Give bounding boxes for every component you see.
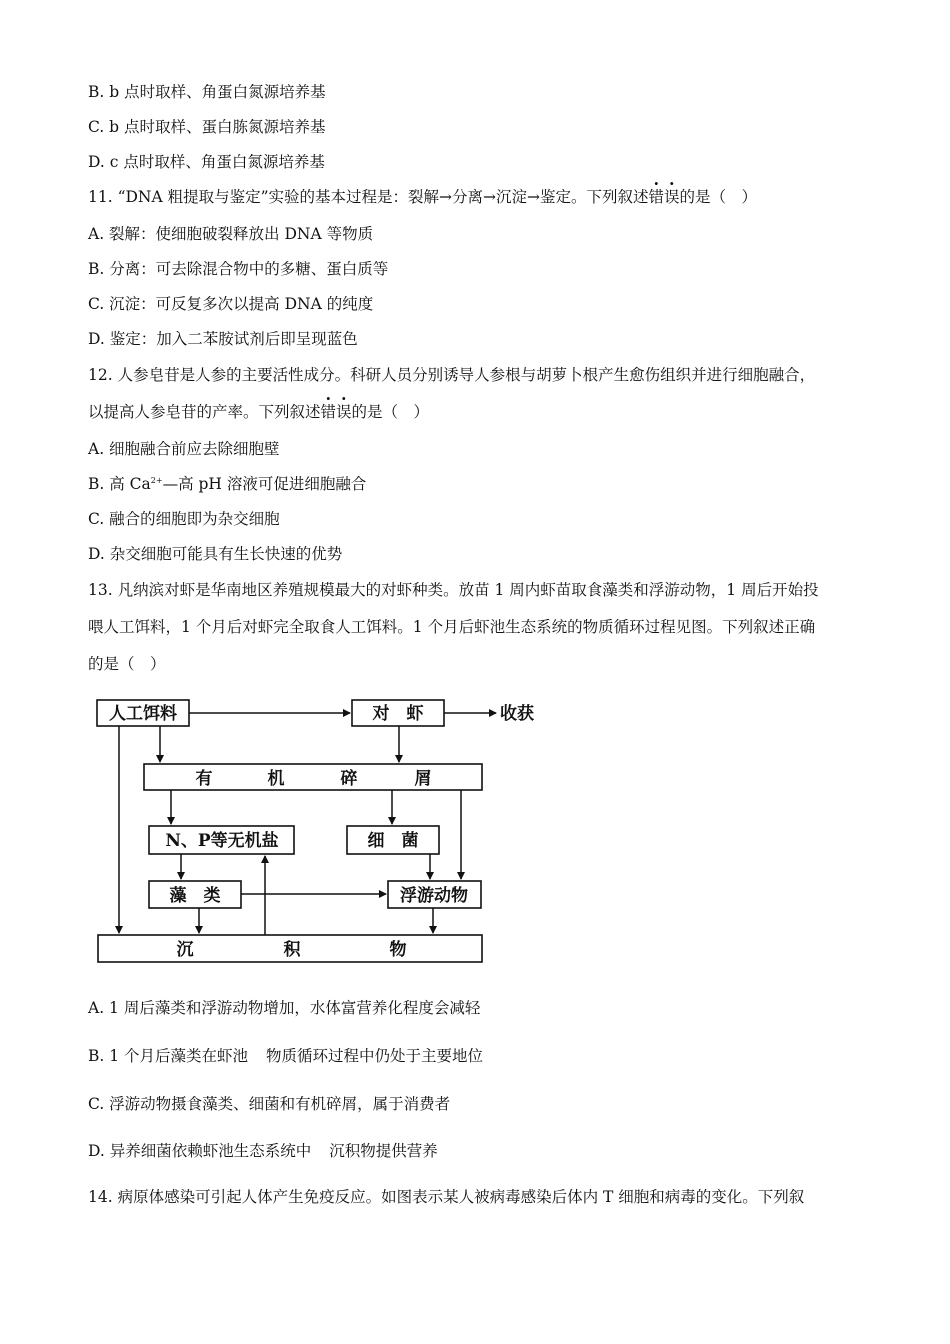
emphasis-mark: 错 — [320, 403, 337, 421]
emphasis-mark: 误 — [336, 403, 352, 421]
q13-option-d-tail: 沉积物提供营养 — [329, 1142, 438, 1160]
q12-stem-line1: 12. 人参皂苷是人参的主要活性成分。科研人员分别诱导人参根与胡萝卜根产生愈伤组织并进行细胞融合， — [88, 366, 816, 384]
q13-option-b-text: B. 1 个月后藻类在虾池 — [88, 1047, 249, 1065]
label-harvest: 收获 — [500, 704, 534, 724]
label-algae: 藻 类 — [169, 886, 221, 906]
label-sediment-1: 沉 — [176, 940, 194, 960]
label-detritus-2: 机 — [267, 769, 285, 789]
label-detritus-1: 有 — [195, 769, 213, 789]
label-sediment-2: 积 — [283, 940, 301, 960]
label-sediment-3: 物 — [389, 940, 407, 960]
label-shrimp: 对 虾 — [372, 704, 424, 724]
q10-option-c: C. b 点时取样、蛋白胨氮源培养基 — [88, 118, 326, 136]
q11-stem — [88, 187, 757, 207]
q11-stem-tail: 的是（ ） — [679, 188, 758, 206]
q12-stem-tail: 的是（ ） — [351, 403, 430, 421]
emphasis-mark: 错 — [648, 188, 665, 206]
label-salts: N、P等无机盐 — [165, 831, 279, 851]
q10-option-d: D. c 点时取样、角蛋白氮源培养基 — [88, 153, 325, 171]
label-zooplankton: 浮游动物 — [400, 886, 468, 906]
label-detritus-4: 屑 — [414, 769, 432, 789]
q12-stem-text: 以提高人参皂苷的产率。下列叙述 — [88, 403, 321, 421]
q13-stem-line1: 13. 凡纳滨对虾是华南地区养殖规模最大的对虾种类。放苗 1 周内虾苗取食藻类和浮游动物，1 周后开始投 — [88, 581, 819, 599]
q12-option-d: D. 杂交细胞可能具有生长快速的优势 — [88, 545, 343, 563]
q11-option-c: C. 沉淀：可反复多次以提高 DNA 的纯度 — [88, 295, 374, 313]
q13-option-b — [88, 1046, 483, 1066]
q11-stem-text: 11. “DNA 粗提取与鉴定”实验的基本过程是：裂解→分离→沉淀→鉴定。下列叙述 — [88, 188, 649, 206]
emphasis-mark: 误 — [664, 188, 680, 206]
q13-option-d — [88, 1141, 438, 1161]
q12-option-a: A. 细胞融合前应去除细胞壁 — [88, 440, 280, 458]
q12-option-b-post: —高 pH 溶液可促进细胞融合 — [162, 475, 367, 493]
q12-stem-line2 — [88, 402, 429, 422]
q14-stem-line1: 14. 病原体感染可引起人体产生免疫反应。如图表示某人被病毒感染后体内 T 细胞和病毒的变化。下列叙 — [88, 1188, 805, 1206]
q13-option-b-tail: 物质循环过程中仍处于主要地位 — [266, 1047, 484, 1065]
q13-stem-line3: 的是（ ） — [88, 655, 166, 673]
q13-option-c: C. 浮游动物摄食藻类、细菌和有机碎屑，属于消费者 — [88, 1095, 451, 1113]
label-bacteria: 细 菌 — [367, 831, 419, 851]
q11-option-b: B. 分离：可去除混合物中的多糖、蛋白质等 — [88, 260, 389, 278]
label-detritus-3: 碎 — [340, 769, 358, 789]
q12-option-c: C. 融合的细胞即为杂交细胞 — [88, 510, 280, 528]
q10-option-b: B. b 点时取样、角蛋白氮源培养基 — [88, 83, 326, 101]
q13-option-a: A. 1 周后藻类和浮游动物增加，水体富营养化程度会减轻 — [88, 999, 481, 1017]
q12-option-b — [88, 474, 366, 494]
material-cycle-diagram — [92, 694, 552, 969]
superscript: 2+ — [150, 475, 163, 485]
q12-option-b-pre: B. 高 Ca — [88, 475, 151, 493]
q13-stem-line2: 喂人工饵料，1 个月后对虾完全取食人工饵料。1 个月后虾池生态系统的物质循环过程见图。下列叙述正确 — [88, 618, 816, 636]
label-feed: 人工饵料 — [109, 704, 177, 724]
q11-option-a: A. 裂解：使细胞破裂释放出 DNA 等物质 — [88, 225, 374, 243]
q11-option-d: D. 鉴定：加入二苯胺试剂后即呈现蓝色 — [88, 330, 358, 348]
q13-option-d-text: D. 异养细菌依赖虾池生态系统中 — [88, 1142, 312, 1160]
